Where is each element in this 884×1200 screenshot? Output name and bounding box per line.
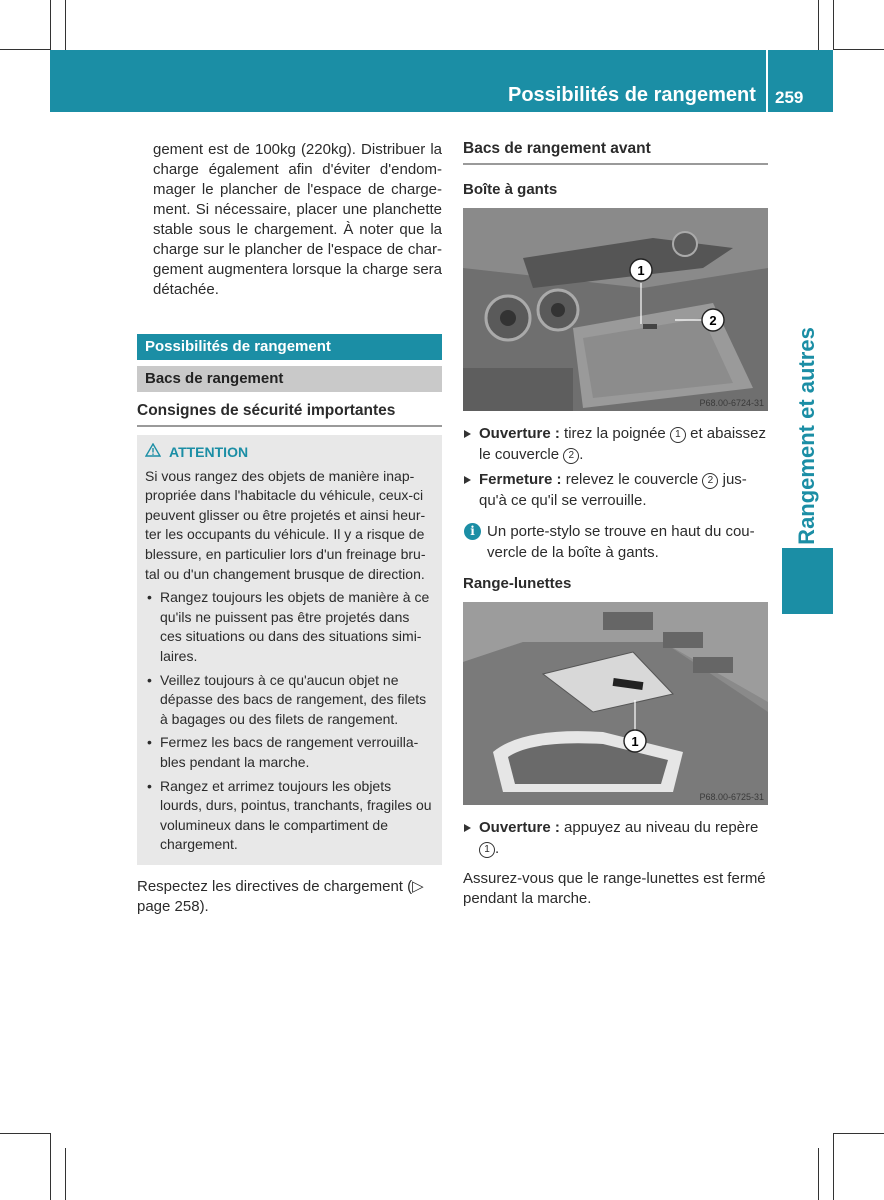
right-column: [463, 140, 768, 909]
warning-box: [137, 435, 442, 865]
crop-mark: [833, 1133, 884, 1134]
step-open: Ouverture : tirez la poignée 1 et abaissez le couvercle 2 .: [463, 423, 768, 465]
arrow-step-icon: [464, 824, 471, 832]
intro-paragraph: gement est de 100kg (220kg). Distribuer la charge également afin d'éviter d'endom-mager le plancher de l'espace de charge-ment. Si nécessaire, placer une planchette stable sous le chargement. À noter que la charge sur le plancher de l'espace de char-gement augmentera lorsque la charge sera détachée.: [153, 141, 442, 298]
step-open-glasses: Ouverture : appuyez au niveau du repère 1 .: [463, 817, 768, 859]
closing-paragraph: Respectez les directives de chargement (▷ page 258).: [137, 877, 424, 915]
crop-mark: [833, 0, 834, 50]
callout-1: 1: [637, 263, 645, 278]
header-divider: [766, 50, 768, 112]
safety-heading: Consignes de sécurité importantes: [137, 402, 442, 427]
list-item: • Rangez et arrimez toujours les objets lourds, durs, pointus, tranchants, fragiles ou volumineux dans le compartiment de chargement.: [147, 777, 432, 853]
info-note: i Un porte-stylo se trouve en haut du cou-vercle de la boîte à gants.: [463, 521, 768, 563]
callout-ref: 2: [563, 448, 579, 464]
callout-ref: 2: [702, 473, 718, 489]
image-code: P68.00-6724-31: [699, 398, 764, 408]
page-number: 259: [775, 88, 804, 107]
image-code: P68.00-6725-31: [699, 792, 764, 802]
step-close: Fermeture : relevez le couvercle 2 jus-qu'à ce qu'il se verrouille.: [463, 469, 768, 511]
warning-bullet-list: [145, 588, 434, 855]
callout-1: 1: [631, 734, 639, 749]
glasses-heading: Range-lunettes: [463, 575, 572, 592]
warning-triangle-icon: [145, 443, 161, 463]
glasses-compartment-photo: [463, 602, 768, 805]
crop-mark: [818, 1148, 819, 1200]
crop-mark: [50, 1133, 51, 1200]
crop-mark: [833, 1133, 834, 1200]
section-title-bar: Possibilités de rangement: [137, 334, 442, 360]
front-storage-heading: Bacs de rangement avant: [463, 140, 768, 165]
crop-mark: [818, 0, 819, 50]
arrow-step-icon: [464, 476, 471, 484]
left-column: [137, 140, 442, 917]
page-title: Possibilités de rangement: [508, 84, 756, 106]
crop-mark: [50, 0, 51, 50]
subsection-title-bar: Bacs de rangement: [137, 366, 442, 392]
info-icon: i: [464, 523, 481, 540]
list-item: • Fermez les bacs de rangement verrouilla-bles pendant la marche.: [147, 734, 419, 770]
list-item: • Rangez toujours les objets de manière à ce qu'ils ne puissent pas être projetés dans ces situations ou dans des situations simi-laires.: [147, 589, 430, 664]
warning-text: Si vous rangez des objets de manière inap-propriée dans l'habitacle du véhicule, ceux-ci peuvent glisser ou être projetés et ainsi heur-ter les occupants du véhicule. Il y a risque de blessure, en particulier lors d'un freinage bru-tal ou d'un changement brusque de direction.: [145, 467, 426, 582]
side-chapter-title: Rangement et autres: [794, 327, 819, 545]
callout-ref: 1: [670, 427, 686, 443]
glovebox-heading: Boîte à gants: [463, 181, 558, 198]
crop-mark: [833, 49, 884, 50]
warning-title: ATTENTION: [169, 444, 249, 460]
crop-mark: [0, 1133, 51, 1134]
glovebox-photo: [463, 208, 768, 411]
crop-mark: [65, 1148, 66, 1200]
crop-mark: [0, 49, 51, 50]
glasses-note: Assurez-vous que le range-lunettes est fermé pendant la marche.: [463, 870, 766, 907]
list-item: • Veillez toujours à ce qu'aucun objet ne dépasse des bacs de rangement, des filets à bagages ou des filets de rangement.: [147, 671, 427, 727]
crop-mark: [65, 0, 66, 50]
callout-ref: 1: [479, 842, 495, 858]
callout-2: 2: [709, 313, 717, 328]
warning-title-row: [145, 443, 434, 463]
side-chapter-tab: [782, 548, 833, 614]
arrow-step-icon: [464, 430, 471, 438]
